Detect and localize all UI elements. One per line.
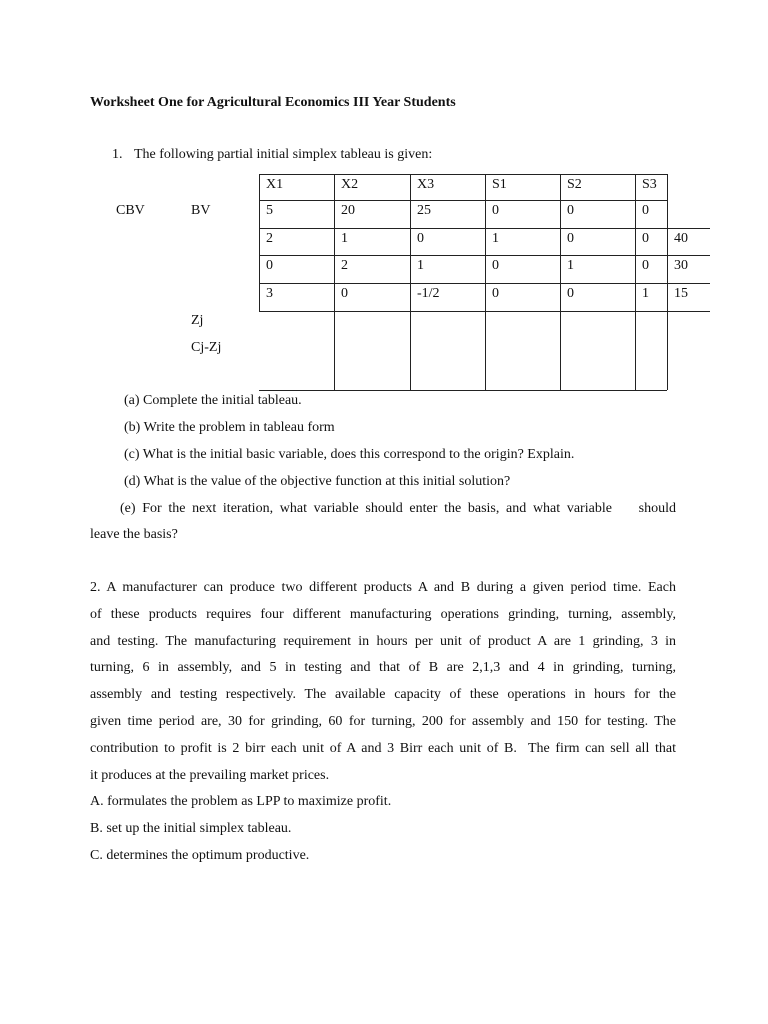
task-c: C. determines the optimum productive. bbox=[90, 847, 310, 863]
tableau-cell: 1 bbox=[492, 231, 499, 246]
tableau-line bbox=[259, 390, 667, 391]
tableau-cj-cell: 25 bbox=[417, 203, 431, 218]
tableau-line bbox=[259, 174, 667, 175]
tableau-header-cell: S1 bbox=[492, 177, 507, 192]
tableau-line bbox=[635, 174, 636, 390]
tableau-cell: 1 bbox=[341, 231, 348, 246]
tableau-cell: 0 bbox=[341, 286, 348, 301]
part-a: (a) Complete the initial tableau. bbox=[124, 393, 302, 408]
question-2-paragraph bbox=[90, 575, 676, 870]
question-2-line: 2. A manufacturer can produce two different products A and B during a given period time. Each bbox=[90, 580, 676, 595]
tableau-cell: 0 bbox=[266, 258, 273, 273]
task-a: A. formulates the problem as LPP to maximize profit. bbox=[90, 794, 392, 810]
tableau-line bbox=[560, 174, 561, 390]
tableau-rhs-cell: 15 bbox=[674, 286, 688, 301]
page-title: Worksheet One for Agricultural Economics III Year Students bbox=[90, 95, 456, 110]
tableau-line bbox=[334, 174, 335, 390]
tableau-cj-cell: 5 bbox=[266, 203, 273, 218]
part-b: (b) Write the problem in tableau form bbox=[124, 420, 335, 435]
tableau-cj-cell: 0 bbox=[567, 203, 574, 218]
tableau-header-cell: X3 bbox=[417, 177, 435, 192]
tableau-cell: 2 bbox=[341, 258, 348, 273]
tableau-cell: 2 bbox=[266, 231, 273, 246]
tableau-header-cell: S3 bbox=[642, 177, 657, 192]
part-d: (d) What is the value of the objective function at this initial solution? bbox=[124, 474, 511, 489]
tableau-cell: 3 bbox=[266, 286, 273, 301]
question-1-text: The following partial initial simplex tableau is given: bbox=[134, 147, 433, 162]
question-2-line: it produces at the prevailing market prices. bbox=[90, 767, 330, 783]
tableau-cj-cell: 20 bbox=[341, 203, 355, 218]
tableau-cell: 1 bbox=[417, 258, 424, 273]
tableau-header-cell: X1 bbox=[266, 177, 284, 192]
tableau-cell: 0 bbox=[567, 231, 574, 246]
tableau-cell: 0 bbox=[642, 258, 649, 273]
tableau-header-cell: S2 bbox=[567, 177, 582, 192]
question-2-line: given time period are, 30 for grinding, 60 for turning, 200 for assembly and 150 for testing. The bbox=[90, 713, 676, 729]
tableau-rhs-cell: 40 bbox=[674, 231, 688, 246]
tableau-cell: 0 bbox=[492, 286, 499, 301]
question-2-line: of these products requires four different manufacturing operations grinding, turning, assembly, bbox=[90, 606, 676, 622]
tableau-line bbox=[259, 174, 260, 311]
tableau-cj-cell: 0 bbox=[492, 203, 499, 218]
bv-label: BV bbox=[191, 203, 211, 218]
cbv-label: CBV bbox=[116, 203, 145, 218]
question-1-intro bbox=[112, 147, 432, 163]
tableau-cell: 1 bbox=[642, 286, 649, 301]
task-b: B. set up the initial simplex tableau. bbox=[90, 821, 292, 837]
tableau-cell: 0 bbox=[567, 286, 574, 301]
tableau-line bbox=[667, 174, 668, 390]
question-2-line: turning, 6 in assembly, and 5 in testing and that of B are 2,1,3 and 4 in grinding, turning, bbox=[90, 660, 676, 676]
part-e-line-2: leave the basis? bbox=[90, 527, 178, 542]
question-2-line: contribution to profit is 2 birr each unit of A and 3 Birr each unit of B. The firm can sell all that bbox=[90, 740, 676, 756]
cj-zj-label: Cj-Zj bbox=[191, 340, 222, 355]
part-e-line-1: (e) For the next iteration, what variable should enter the basis, and what variable should bbox=[120, 501, 676, 516]
tableau-line bbox=[485, 174, 486, 390]
tableau-rhs-cell: 30 bbox=[674, 258, 688, 273]
part-c: (c) What is the initial basic variable, does this correspond to the origin? Explain. bbox=[124, 447, 575, 462]
tableau-header-cell: X2 bbox=[341, 177, 359, 192]
tableau-cell: -1/2 bbox=[417, 286, 440, 301]
tableau-cj-cell: 0 bbox=[642, 203, 649, 218]
question-1-number: 1. bbox=[112, 147, 123, 162]
question-2-line: assembly and testing respectively. The available capacity of these operations in hours for the bbox=[90, 687, 676, 703]
zj-label: Zj bbox=[191, 313, 204, 328]
question-2-line: and testing. The manufacturing requirement in hours per unit of product A are 1 grinding, 3 in bbox=[90, 633, 676, 649]
tableau-line bbox=[410, 174, 411, 390]
tableau-line bbox=[259, 200, 667, 201]
tableau-cell: 0 bbox=[417, 231, 424, 246]
tableau-cell: 0 bbox=[642, 231, 649, 246]
tableau-cell: 0 bbox=[492, 258, 499, 273]
tableau-cell: 1 bbox=[567, 258, 574, 273]
